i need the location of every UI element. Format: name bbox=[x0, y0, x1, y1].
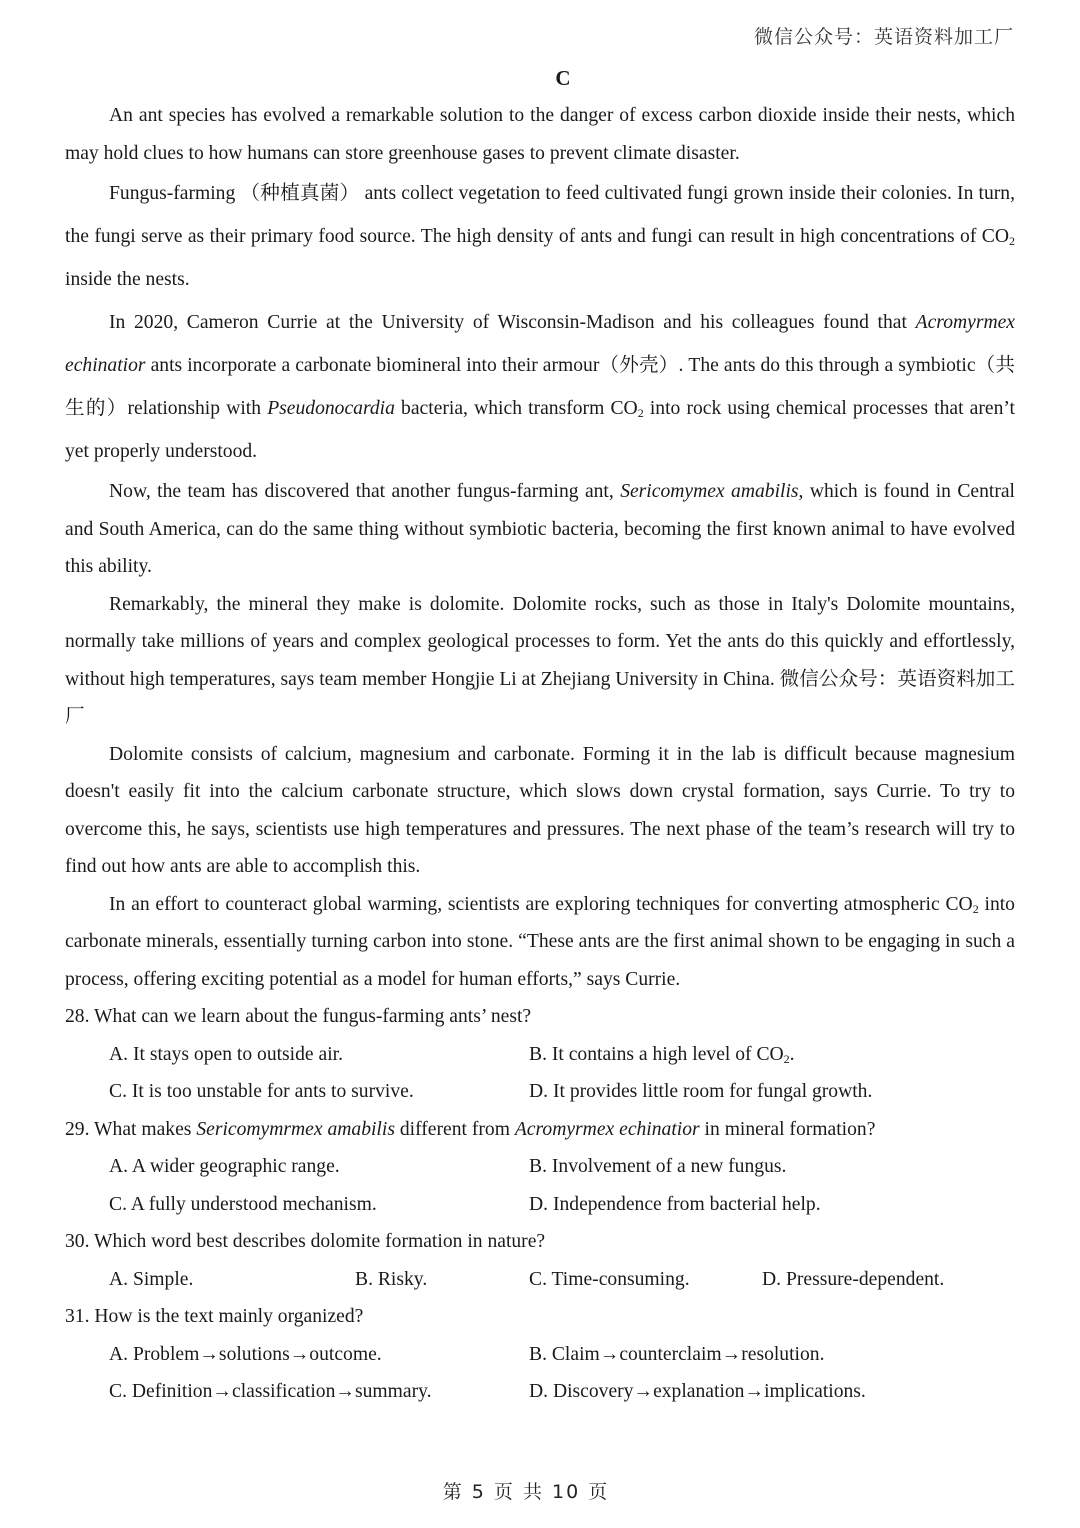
passage bbox=[65, 97, 1015, 1411]
option-b: B. Involvement of a new fungus. bbox=[529, 1156, 787, 1177]
page-header: 微信公众号：英语资料加工厂 bbox=[753, 27, 1014, 48]
paragraph-3-text: into rock using chemical processes that aren’t yet properly understood. bbox=[65, 398, 1016, 462]
paragraph-4-text: , which is found in Central and South America, can do the same thing without symbiotic bacteria, becoming the first known animal to have evolved this ability. bbox=[65, 481, 1016, 577]
option-a: A. Problem→solutions→outcome. bbox=[109, 1343, 382, 1365]
paragraph-2-text: Fungus-farming （种植真菌） ants collect vegetation to feed cultivated fungi grown inside their colonies. In turn, the fungi serve as their primary food source. The high density of ants and fungi can result in high concentrations of CO bbox=[65, 183, 1015, 247]
stem-text: 29. What makes bbox=[65, 1118, 197, 1140]
question-stem bbox=[65, 1111, 1015, 1149]
option-c: C. It is too unstable for ants to survive. bbox=[109, 1081, 414, 1102]
option-d: D. Pressure-dependent. bbox=[762, 1268, 945, 1290]
paragraph-2 bbox=[65, 172, 1015, 301]
options bbox=[65, 1336, 1015, 1411]
option-b: B. Claim→counterclaim→resolution. bbox=[529, 1343, 825, 1365]
paragraph-3-text: ants incorporate a carbonate biomineral into their armour（外壳）. The ants do this through a symbiotic（共生的）relationship with bbox=[65, 355, 1015, 419]
species-name: Acromyrmex echinatior bbox=[65, 312, 1015, 376]
question-30 bbox=[65, 1223, 1015, 1298]
option-d: D. Independence from bacterial help. bbox=[529, 1193, 821, 1215]
page-number: 第 5 页 共 10 页 bbox=[442, 1481, 610, 1503]
paragraph-1: An ant species has evolved a remarkable solution to the danger of excess carbon dioxide inside their nests, which may hold clues to how humans can store greenhouse gases to prevent climate disaster. bbox=[65, 105, 1015, 164]
subscript: 2 bbox=[783, 1051, 790, 1066]
option-c: C. Time-consuming. bbox=[529, 1268, 690, 1290]
option-d: D. Discovery→explanation→implications. bbox=[529, 1381, 866, 1402]
stem-text: in mineral formation? bbox=[699, 1118, 876, 1140]
paragraph-3-text: bacteria, which transform CO bbox=[394, 398, 638, 419]
stem-text: different from bbox=[394, 1118, 515, 1140]
option-d: D. It provides little room for fungal growth. bbox=[529, 1081, 873, 1102]
paragraph-3-text: In 2020, Cameron Currie at the University of Wisconsin-Madison and his colleagues found that bbox=[109, 312, 916, 333]
options bbox=[65, 1261, 1015, 1299]
question-stem: 31. How is the text mainly organized? bbox=[65, 1306, 364, 1327]
paragraph-2-text-end: inside the nests. bbox=[65, 269, 190, 290]
option-a: A. It stays open to outside air. bbox=[109, 1043, 344, 1065]
option-c: C. Definition→classification→summary. bbox=[109, 1381, 432, 1402]
subscript: 2 bbox=[1009, 234, 1015, 248]
option-b-text: B. It contains a high level of CO bbox=[529, 1043, 784, 1065]
species-name: Acromyrmex echinatior bbox=[514, 1118, 700, 1140]
paragraph-5: Remarkably, the mineral they make is dolomite. Dolomite rocks, such as those in Italy's Dolomite mountains, normally take millions of years and complex geological processes to form. Yet the ants do this quickly and effortlessly, without high temperatures, says team member Hongjie Li at Zhejiang University in China. 微信公众号：英语资料加工厂 bbox=[65, 593, 1015, 727]
paragraph-7-text: In an effort to counteract global warming, scientists are exploring techniques for converting atmospheric CO bbox=[109, 893, 973, 915]
paragraph-4 bbox=[65, 473, 1015, 586]
paragraph-7 bbox=[65, 886, 1015, 999]
paragraph-3 bbox=[65, 301, 1015, 473]
paragraph-6: Dolomite consists of calcium, magnesium and carbonate. Forming it in the lab is difficult because magnesium doesn't easily fit into the calcium carbonate structure, which slows down crystal formation, says Currie. To try to overcome this, he says, scientists use high temperatures and pressures. The next phase of the team’s research will try to find out how ants are able to accomplish this. bbox=[65, 743, 1015, 877]
question-28 bbox=[65, 998, 1015, 1111]
option-b bbox=[529, 1036, 949, 1074]
bacteria-name: Pseudonocardia bbox=[267, 398, 395, 419]
paragraph-4-text: Now, the team has discovered that another fungus-farming ant, bbox=[109, 481, 621, 502]
species-name: Sericomymrmex amabilis bbox=[196, 1118, 395, 1140]
option-c: C. A fully understood mechanism. bbox=[109, 1193, 377, 1215]
options bbox=[65, 1148, 1015, 1223]
options bbox=[65, 1036, 1015, 1111]
option-a: A. Simple. bbox=[109, 1268, 194, 1290]
question-29 bbox=[65, 1111, 1015, 1224]
subscript: 2 bbox=[637, 406, 644, 420]
paragraph-7-text: into carbonate minerals, essentially turning carbon into stone. “These ants are the first animal shown to be engaging in such a process, offering exciting potential as a model for human efforts,” says Currie. bbox=[65, 893, 1015, 990]
question-stem: 30. Which word best describes dolomite formation in nature? bbox=[65, 1231, 546, 1252]
species-name: Sericomymex amabilis bbox=[620, 481, 799, 502]
subscript: 2 bbox=[972, 901, 979, 916]
option-b: B. Risky. bbox=[355, 1268, 428, 1290]
option-b-end: . bbox=[789, 1043, 795, 1065]
section-label: C bbox=[555, 66, 571, 90]
question-31 bbox=[65, 1298, 1015, 1411]
option-a: A. A wider geographic range. bbox=[109, 1156, 340, 1177]
question-stem: 28. What can we learn about the fungus-farming ants’ nest? bbox=[65, 1006, 532, 1027]
